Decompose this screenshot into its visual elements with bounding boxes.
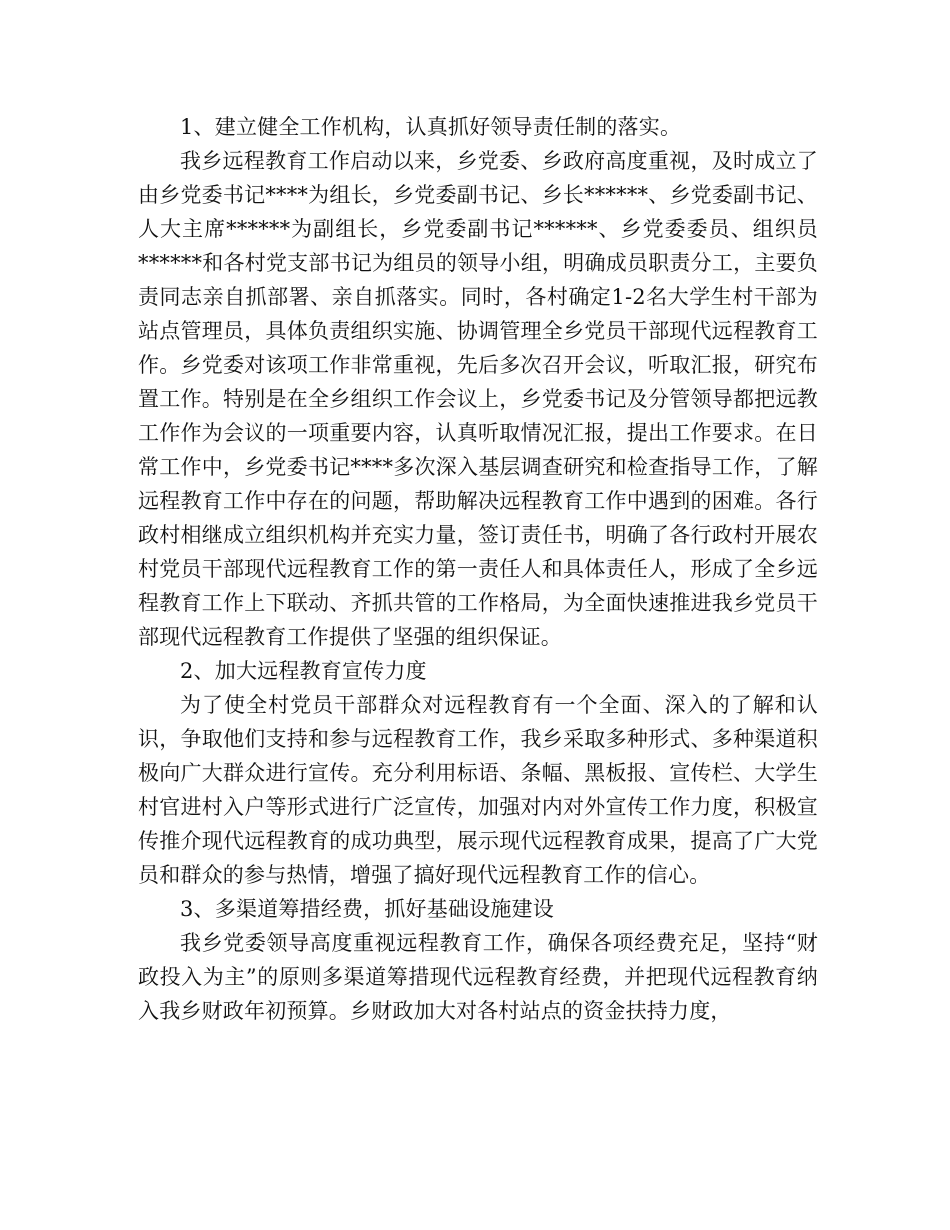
paragraph-organization: 我乡远程教育工作启动以来，乡党委、乡政府高度重视，及时成立了由乡党委书记****为组长，乡党委副书记、乡长******、乡党委副书记、人大主席******为副组长，乡党委副书记******、乡党委委员、组织员******和各村党支部书记为组员的领导小组，明确成员职责分工，主要负责同志亲自抓部署、亲自抓落实。同时，各村确定1-2名大学生村干部为站点管理员，具体负责组织实施、协调管理全乡党员干部现代远程教育工作。乡党委对该项工作非常重视，先后多次召开会议，听取汇报，研究布置工作。特别是在全乡组织工作会议上，乡党委书记及分管领导都把远教工作作为会议的一项重要内容，认真听取情况汇报，提出工作要求。在日常工作中，乡党委书记****多次深入基层调查研究和检查指导工作，了解远程教育工作中存在的问题，帮助解决远程教育工作中遇到的困难。各行政村相继成立组织机构并充实力量，签订责任书，明确了各行政村开展农村党员干部现代远程教育工作的第一责任人和具体责任人，形成了全乡远程教育工作上下联动、齐抓共管的工作格局，为全面快速推进我乡党员干部现代远程教育工作提供了坚强的组织保证。 — [138, 149, 818, 649]
section-heading-2: 2、加大远程教育宣传力度 — [180, 659, 427, 683]
document-body — [138, 110, 818, 1028]
section-heading-1: 1、建立健全工作机构，认真抓好领导责任制的落实。 — [180, 115, 682, 139]
paragraph-publicity: 为了使全村党员干部群众对远程教育有一个全面、深入的了解和认识，争取他们支持和参与远程教育工作，我乡采取多种形式、多种渠道积极向广大群众进行宣传。充分利用标语、条幅、黑板报、宣传栏、大学生村官进村入户等形式进行广泛宣传，加强对内对外宣传工作力度，积极宣传推介现代远程教育的成功典型，展示现代远程教育成果，提高了广大党员和群众的参与热情，增强了搞好现代远程教育工作的信心。 — [138, 693, 818, 887]
paragraph-funding: 我乡党委领导高度重视远程教育工作，确保各项经费充足，坚持“财政投入为主”的原则多渠道筹措现代远程教育经费，并把现代远程教育纳入我乡财政年初预算。乡财政加大对各村站点的资金扶持力度， — [138, 931, 818, 1023]
section-heading-3: 3、多渠道筹措经费，抓好基础设施建设 — [180, 897, 554, 921]
